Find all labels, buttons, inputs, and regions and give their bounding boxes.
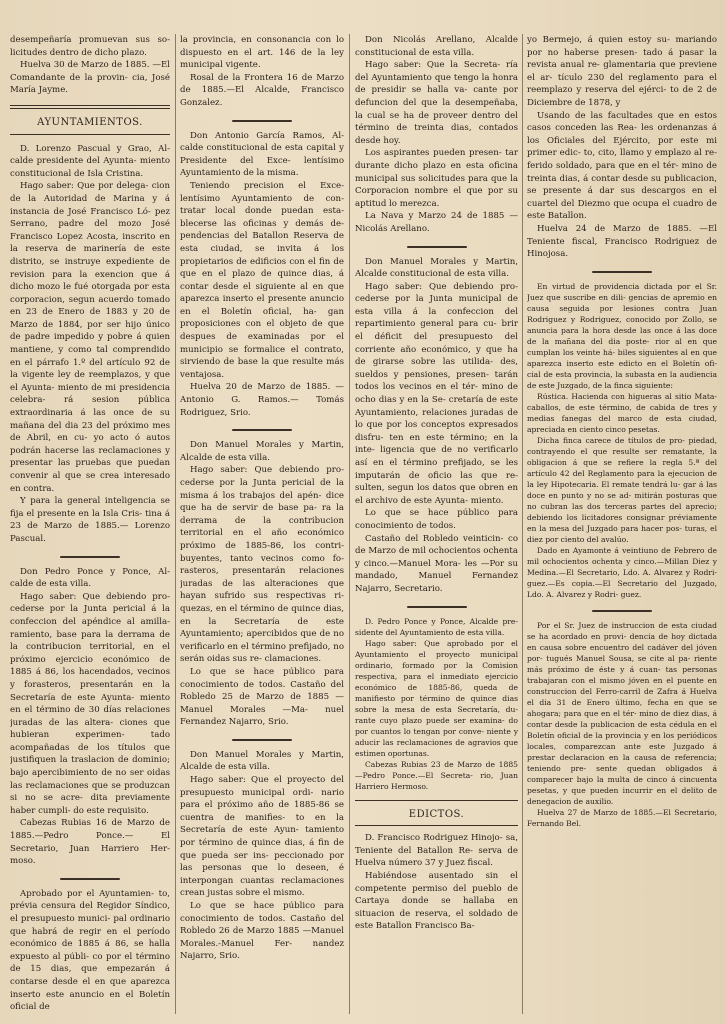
paragraph: Hago saber: Que debiendo pro- cederse por la Junta pericial á la confeccion del apéndice al amilla- ramiento, base para la derrama de la contribucion territorial, en el próximo ejercicio económico de 1885 á 86, los hacendados, vecinos y forasteros, presentarán en la Secretaría de este Ayunta- miento en el término de 30 días relaciones juradas de las altera- ciones que hubieran experimen- tado acompañadas de los títulos que justifiquen la traslacion de dominio; bajo apercibimiento de no ser oidas las reclamaciones que se produzcan si no se acre- dita previamente haber cumpli- do este requisito.	[10, 591, 170, 816]
paragraph: Castaño del Robledo veinticin- co de Marzo de mil ochocientos ochenta y cinco.—Manuel Mora- les —Por su mandado, Manuel Fernandez Najarro, Secretario.	[355, 533, 518, 594]
announcement-title: Don Manuel Morales y Martin, Alcalde constitucional de esta villa.	[355, 256, 518, 280]
paragraph: Huelva 24 de Marzo de 1885. —El Teniente fiscal, Francisco Rodriguez de Hinojosa.	[527, 223, 717, 260]
paragraph: Aprobado por el Ayuntamien- to, prévia censura del Regidor Síndico, el presupuesto munici- pal ordinario que habrá de regir en el período económico de 1885 á 86, se halla expuesto al públi- co por el término de 15 dias, que empezarán á contarse desde el en que aparezca inserto este anuncio en el Boletín oficial de	[10, 888, 170, 1013]
announcement-title: Don Manuel Morales y Martin, Alcalde de esta villa.	[180, 440, 344, 463]
column-rule-2	[349, 34, 350, 1014]
column-2	[180, 34, 344, 1018]
paragraph: Hago saber: Que por delega- cion de la Autoridad de Marina y á instancia de José Francisco Ló- pez Serrano, padre del mozo José Francisco Lopez Acosta, inscrito en la reserva de marinería de este distrito, se instruye expediente de revision para la exencion que á dicho mozo le fué otorgada por esta corporacion, segun acuerdo tomado en 23 de Enero de 1883 y 20 de Marzo de 1884, por ser hijo único de padre impedido y pobre á quien mantiene, y como tal comprendido en el párrafo 1.º del artículo 92 de la vigente ley de reemplazos, y que el Ayunta- miento de mi presidencia celebra- rá sesion pública extraordinaria á las once de su mañana del dia 23 del próximo mes de Abril, en cu- yo acto ó autos podrán hacerse las reclamaciones y presentar las pruebas que puedan convenir al que se crea interesado en contra.	[10, 181, 170, 494]
paragraph: Teniendo precision el Exce- lentísimo Ayuntamiento de con- tratar local donde puedan esta- blecerse las oficinas y demás de- pendencias del Batallon Reserva de esta ciudad, se invita á los propietarios de edificios con el fin de que en el plazo de quince dias, á contar desde el siguiente al en que aparezca inserto el presente anuncio en el Boletín oficial, ha- gan proposiciones con el objeto de que despues de examinadas por el municipio se formalice el contrato, sirviendo de base la que resulte más ventajosa.	[180, 180, 344, 380]
paragraph: Cabezas Rubias 16 de Marzo de 1885.—Pedro Ponce.— El Secretario, Juan Harriero Her- moso.	[10, 818, 170, 867]
divider	[10, 108, 170, 109]
paragraph: Lo que se hace público para conocimiento de todos. Castaño del Robledo 25 de Marzo de 1885 —Manuel Morales —Ma- nuel Fernandez Najarro, Srio.	[180, 666, 344, 728]
paragraph: Por el Sr. Juez de instruccion de esta ciudad se ha acordado en provi- dencia de hoy dictada en causa sobre encuentro del cadáver del jóven por- tugués Manuel Sousa, se cite al pa- riente más próximo de éste y á cuan- tas personas trabajaran con el mismo jóven en el puente en construccion del Ferro-carril de Zafra á Huelva el dia 31 de Enero último, fecha en que se ahogara; para que en el tér- mino de diez dias, á contar desde la publicacion de esta cédula en el Boletín oficial de la provincia y en los periódicos locales, comparezcan ante este Juzgado á prestar declaracion en la causa de referencia; teniendo pre- sente quedan obligados á comparecer bajo la multa de cinco á cincuenta pesetas, y que pueden incurrir en el delito de denegacion de auxilio.	[527, 620, 717, 806]
paragraph: Dado en Ayamonte á veintiuno de Febrero de mil ochocientos ochenta y cinco.—Millan Diez y Medina.—El Secretario, Ldo. A. Alvarez y Rodri- guez.—Es copia.—El Secretario del Juzgado, Ldo. A. Alvarez y Rodri- guez.	[527, 545, 717, 599]
announcement-title: D. Francisco Rodriguez Hinojo- sa, Teniente del Batallon Re- serva de Huelva número 37 y Juez fiscal.	[355, 833, 518, 869]
column-rule-1	[175, 34, 176, 1014]
announcement-title: Don Manuel Morales y Martin, Alcalde de esta villa.	[180, 749, 344, 773]
divider	[592, 610, 652, 612]
paragraph: Huelva 30 de Marzo de 1885. —El Comandante de la provin- cia, José María Jayme.	[10, 60, 170, 96]
column-3	[355, 34, 518, 1018]
section-heading: EDICTOS.	[408, 808, 465, 820]
divider	[355, 800, 518, 801]
paragraph: Lo que se hace público para conocimiento de todos. Castaño del Robledo 26 de Marzo 1885 —Manuel Morales.-Manuel Fer- nandez Najarro, Srio.	[180, 901, 344, 962]
paragraph: Rosal de la Frontera 16 de Marzo de 1885.—El Alcalde, Francisco Gonzalez.	[180, 72, 344, 108]
column-4	[527, 34, 717, 1018]
paragraph: yo Bermejo, á quien estoy su- mariando por no haberse presen- tado á pasar la revista anual re- glamentaria que previene el ar- tículo 230 del reglamento para el reemplazo y reserva del ejérci- to de 2 de Diciembre de 1878, y	[527, 35, 717, 108]
divider	[592, 271, 652, 273]
announcement-title: Don Antonio García Ramos, Al- calde constitucional de esta capital y Presidente del Exce- lentísimo Ayuntamiento de la misma.	[180, 130, 344, 179]
paragraph: Usando de las facultades que en estos casos conceden las Rea- les ordenanzas á los Oficiales del Ejército, por este mi primer edic- to, cito, llamo y emplazo al re- ferido soldado, para que en el tér- mino de treinta dias, á contar desde su publicacion, se presente á dar sus descargos en el cuartel del Diezmo que ocupa el cuadro de este Batallon.	[527, 110, 717, 222]
paragraph: Lo que se hace público para conocimiento de todos.	[355, 508, 518, 531]
paragraph: Dicha finca carece de títulos de pro- piedad, contrayendo el que resulte ser rematante, la obligacion á que se refiere la regla 5.ª del artículo 42 del Reglamento para la ejecucion de la ley Hipotecaria. El remate tendrá lu- gar á las doce en punto y no se ad- mitirán posturas que no cubran las dos terceras partes del aprecio; debiendo los licitadores consignar préviamente en la mesa del Juzgado para hacer pos- turas, el diez por ciento del avalúo.	[527, 435, 717, 544]
divider	[60, 878, 120, 880]
divider	[232, 739, 292, 741]
announcement-title: D. Pedro Ponce y Ponce, Alcalde pre- sidente del Ayuntamiento de esta villa.	[355, 616, 518, 637]
paragraph: Hago saber: Que aprobado por el Ayuntamiento el proyecto municipal ordinario, formado por la Comision respectiva, para el inmediato ejercicio económico de 1885-86, queda de manifiesto por término de quince dias sobre la mesa de esta Secretaría, du- rante cuyo plazo puede ser examina- do por cuantos lo tengan por conve- niente y aducir las reclamaciones de agravios que estimen oportunas.	[355, 638, 518, 758]
announcement-title: Don Nicolás Arellano, Alcalde constitucional de esta villa.	[355, 35, 518, 58]
paragraph: Rústica. Hacienda con higueras al sitio Mata-caballos, de este término, de cabida de tres y medias fanegas del marco de esta ciudad, apreciada en ciento cinco pesetas.	[527, 391, 717, 434]
column-1	[10, 34, 170, 1018]
paragraph: Los aspirantes pueden presen- tar durante dicho plazo en esta oficina municipal sus solicitudes para que la Corporacion nombre el que por su aptitud lo merezca.	[355, 148, 518, 209]
paragraph: Hago saber: Que debiendo pro- cederse por la Junta pericial de la misma á los trabajos del apén- dice que ha de servir de base pa- ra la derrama de la contribucion territorial en el año económico próximo de 1885-86, los contri- buyentes, tanto vecinos como fo- rasteros, presentarán relaciones juradas de las alteraciones que hayan sufrido sus respectivas ri- quezas, en el término de quince dias, en la Secretaría de este Ayuntamiento; apercibidos que de no verificarlo en el término prefijado, no serán oidas sus re- clamaciones.	[180, 465, 344, 665]
divider	[10, 105, 170, 106]
paragraph: Huelva 27 de Marzo de 1885.—El Secretario, Fernando Bel.	[527, 807, 717, 828]
divider	[60, 556, 120, 558]
paragraph: Huelva 20 de Marzo de 1885. —Antonio G. Ramos.— Tomás Rodriguez, Srio.	[180, 382, 344, 418]
paragraph: Habiéndose ausentado sin el competente permiso del pueblo de Cartaya donde se hallaba en situacion de reserva, el soldado de este Batallon Francisco Ba-	[355, 870, 518, 932]
paragraph: Hago saber: Que debiendo pro- cederse por la Junta municipal de esta villa á la confeccion del repartimiento general para cu- brir el déficit del presupuesto del corriente año económico, y que ha de girarse sobre las utilida- des, sueldos y pensiones, presen- tarán todos los vecinos en el tér- mino de ocho dias y en la Se- cretaría de este Ayuntamiento, relaciones juradas de lo que por los conceptos expresados disfru- ten en este término; en la inte- ligencia que de no verificarlo así en el término prefijado, se les imputarán de oficio las que re- sulten, segun los datos que obren en el archivo de este Ayunta- miento.	[355, 281, 518, 506]
announcement-title: D. Lorenzo Pascual y Grao, Al- calde presidente del Ayunta- miento constitucional de Isla Cristina.	[10, 143, 170, 179]
paragraph: Hago saber: Que el proyecto del presupuesto municipal ordi- nario para el próximo año de 1885-86 se cuentra de manifies- to en la Secretaría de este Ayun- tamiento por término de quince dias, á fin de que pueda ser ins- peccionado por las personas que lo deseen, é interpongan cuantas reclamaciones crean justas sobre el mismo.	[180, 775, 344, 899]
announcement-title: Don Pedro Ponce y Ponce, Al- calde de esta villa.	[10, 566, 170, 590]
paragraph: Cabezas Rubias 23 de Marzo de 1885 —Pedro Ponce.—El Secreta- rio, Juan Harriero Hermoso.	[355, 759, 518, 791]
paragraph: La Nava y Marzo 24 de 1885 —Nicolás Arellano.	[355, 211, 518, 234]
divider	[10, 134, 170, 135]
divider	[407, 606, 467, 608]
divider	[232, 429, 292, 431]
paragraph: Y para la general inteligencia se fija el presente en la Isla Cris- tina á 23 de Marzo de 1885.— Lorenzo Pascual.	[10, 496, 170, 544]
divider	[355, 825, 518, 826]
paragraph: Hago saber: Que la Secreta- ría del Ayuntamiento que tengo la honra de presidir se halla va- cante por defuncion del que la desempeñaba, la cual se ha de proveer dentro del término de treinta dias, contados desde hoy.	[355, 60, 518, 146]
column-rule-3	[522, 34, 523, 1014]
paragraph: la provincia, en consonancia con lo dispuesto en el art. 146 de la ley municipal vigente.	[180, 35, 344, 71]
paragraph: En virtud de providencia dictada por el Sr. Juez que suscribe en dili- gencias de apremio en causa seguida por lesiones contra Juan Rodriguez y Rodriguez, conocido por Zollo, se anuncia para la hora desde las once á las doce de la mañana del dia poste- rior al en que cumplan los veinte há- biles siguientes al en que aparezca inserto este edicto en el Boletín ofi- cial de esta provincia, la subasta en la audiencia de este Juzgado, de la finca siguiente:	[527, 281, 717, 390]
paragraph: desempeñaría promuevan sus so- licitudes dentro de dicho plazo.	[10, 35, 170, 58]
divider	[232, 120, 292, 122]
divider	[407, 246, 467, 248]
section-heading: AYUNTAMIENTOS.	[37, 116, 143, 128]
